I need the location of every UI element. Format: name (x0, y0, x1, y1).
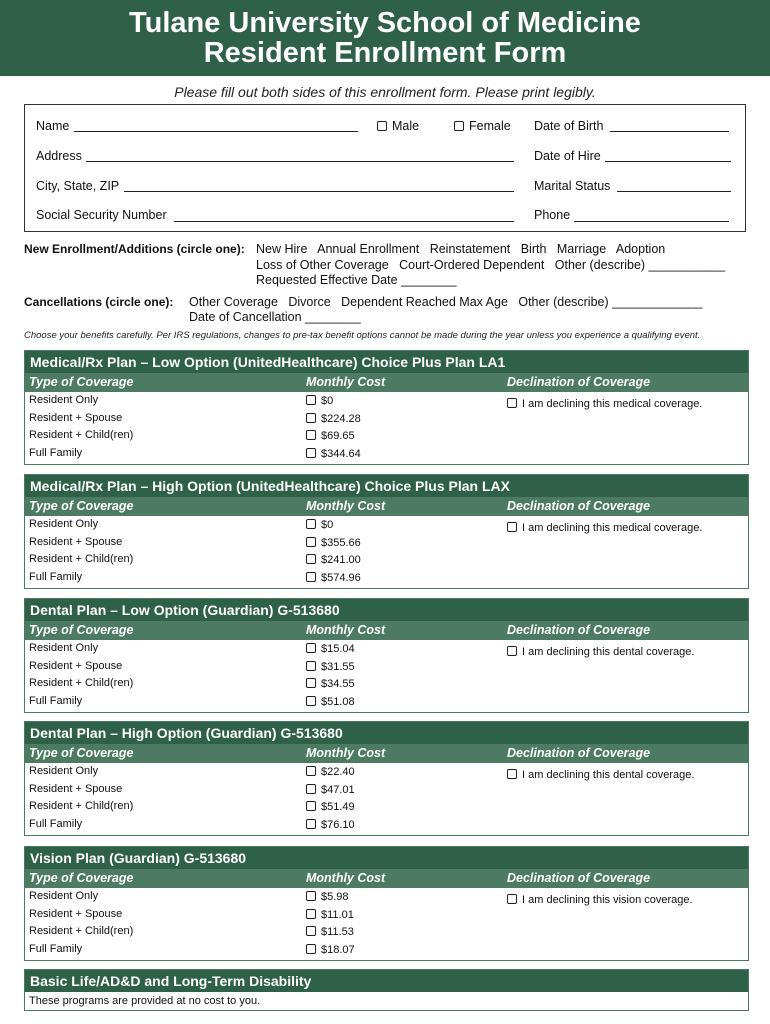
cost-option[interactable] (306, 784, 355, 796)
decline-checkbox[interactable] (507, 769, 517, 779)
phone-label: Phone (534, 208, 571, 222)
monthly-cost-header: Monthly Cost (306, 375, 386, 389)
cost-checkbox[interactable] (306, 891, 316, 901)
declination-header: Declination of Coverage (507, 623, 651, 637)
cost-value: $355.66 (321, 537, 361, 549)
cost-checkbox[interactable] (306, 926, 316, 936)
coverage-type: Resident Only (29, 765, 99, 777)
plan-section (24, 846, 749, 961)
decline-checkbox[interactable] (507, 894, 517, 904)
cost-checkbox[interactable] (306, 430, 316, 440)
basic-life-section (24, 969, 749, 1011)
cost-value: $51.49 (321, 801, 355, 813)
coverage-type: Resident + Spouse (29, 660, 123, 672)
cost-checkbox[interactable] (306, 413, 316, 423)
type-of-coverage-header: Type of Coverage (29, 499, 134, 513)
cost-option[interactable] (306, 801, 355, 813)
phone-field[interactable] (574, 221, 729, 222)
cost-option[interactable] (306, 766, 355, 778)
effective-date[interactable]: Requested Effective Date ________ (256, 273, 457, 287)
cost-checkbox[interactable] (306, 801, 316, 811)
cost-checkbox[interactable] (306, 554, 316, 564)
dob-field[interactable] (610, 131, 729, 132)
coverage-type: Resident + Spouse (29, 908, 123, 920)
address-label: Address (36, 149, 82, 163)
cost-option[interactable] (306, 661, 355, 673)
basic-life-title: Basic Life/AD&D and Long-Term Disability (25, 970, 748, 992)
coverage-type: Full Family (29, 695, 83, 707)
name-field[interactable] (74, 131, 358, 132)
cost-option[interactable] (306, 430, 355, 442)
plan-section (24, 474, 749, 589)
plan-title: Vision Plan (Guardian) G-513680 (25, 847, 748, 869)
decline-checkbox[interactable] (507, 646, 517, 656)
cost-value: $574.96 (321, 572, 361, 584)
cost-checkbox[interactable] (306, 784, 316, 794)
decline-option[interactable] (507, 522, 702, 534)
decline-label: I am declining this medical coverage. (522, 398, 703, 410)
plan-title: Dental Plan – High Option (Guardian) G-513680 (25, 722, 748, 744)
coverage-type: Resident + Child(ren) (29, 429, 134, 441)
decline-option[interactable] (507, 894, 693, 906)
coverage-type: Resident Only (29, 394, 99, 406)
cost-value: $0 (321, 519, 334, 531)
coverage-type: Resident + Child(ren) (29, 800, 134, 812)
cost-checkbox[interactable] (306, 661, 316, 671)
declination-header: Declination of Coverage (507, 871, 651, 885)
plan-column-header (25, 373, 748, 392)
ssn-field[interactable] (174, 221, 514, 222)
coverage-type: Resident + Spouse (29, 412, 123, 424)
cost-checkbox[interactable] (306, 395, 316, 405)
cost-checkbox[interactable] (306, 519, 316, 529)
cost-checkbox[interactable] (306, 678, 316, 688)
coverage-type: Resident Only (29, 642, 99, 654)
type-of-coverage-header: Type of Coverage (29, 375, 134, 389)
cost-value: $31.55 (321, 661, 355, 673)
plan-body (25, 640, 748, 712)
decline-checkbox[interactable] (507, 522, 517, 532)
cost-value: $11.01 (321, 909, 354, 921)
hire-date-field[interactable] (605, 161, 731, 162)
cancellation-options[interactable]: Other Coverage Divorce Dependent Reached Max Age Other (describe) _____________ (189, 295, 703, 309)
cost-checkbox[interactable] (306, 448, 316, 458)
decline-label: I am declining this medical coverage. (522, 522, 703, 534)
city-state-zip-field[interactable] (124, 191, 514, 192)
cost-checkbox[interactable] (306, 572, 316, 582)
cost-checkbox[interactable] (306, 819, 316, 829)
plan-body (25, 763, 748, 835)
cost-value: $241.00 (321, 554, 361, 566)
name-label: Name (36, 119, 70, 133)
cost-value: $22.40 (321, 766, 355, 778)
decline-label: I am declining this vision coverage. (522, 894, 693, 906)
plan-body (25, 516, 748, 588)
cost-option[interactable] (306, 944, 355, 956)
cost-option[interactable] (306, 696, 355, 708)
irs-note: Choose your benefits carefully. Per IRS regulations, changes to pre-tax benefit options cannot be made during the year unless you experience a qualifying event. (24, 330, 701, 341)
cost-option[interactable] (306, 572, 361, 584)
declination-header: Declination of Coverage (507, 746, 651, 760)
male-option[interactable] (377, 119, 419, 133)
declination-header: Declination of Coverage (507, 499, 651, 513)
cost-value: $34.55 (321, 678, 355, 690)
plan-section (24, 721, 749, 836)
cost-value: $69.65 (321, 430, 355, 442)
coverage-type: Resident + Spouse (29, 536, 123, 548)
plan-column-header (25, 497, 748, 516)
marital-status-label: Marital Status (534, 179, 611, 193)
declination-header: Declination of Coverage (507, 375, 651, 389)
cost-checkbox[interactable] (306, 944, 316, 954)
cost-option[interactable] (306, 678, 355, 690)
plan-title: Medical/Rx Plan – High Option (UnitedHealthcare) Choice Plus Plan LAX (25, 475, 748, 497)
cost-option[interactable] (306, 413, 361, 425)
monthly-cost-header: Monthly Cost (306, 746, 386, 760)
instructions: Please fill out both sides of this enrollment form. Please print legibly. (174, 84, 596, 100)
cost-checkbox[interactable] (306, 643, 316, 653)
form-header (0, 0, 770, 76)
female-option[interactable] (454, 119, 511, 133)
cost-option[interactable] (306, 926, 354, 938)
decline-checkbox[interactable] (507, 398, 517, 408)
coverage-type: Resident + Spouse (29, 783, 123, 795)
form-subtitle-title: Resident Enrollment Form (203, 37, 567, 69)
cancellation-date[interactable]: Date of Cancellation ________ (189, 310, 361, 324)
monthly-cost-header: Monthly Cost (306, 499, 386, 513)
cost-option[interactable] (306, 519, 333, 531)
female-checkbox[interactable] (454, 121, 464, 131)
cost-value: $344.64 (321, 448, 361, 460)
cost-checkbox[interactable] (306, 696, 316, 706)
plan-title: Dental Plan – Low Option (Guardian) G-513680 (25, 599, 748, 621)
cost-value: $18.07 (321, 944, 355, 956)
cost-checkbox[interactable] (306, 766, 316, 776)
address-field[interactable] (86, 161, 514, 162)
basic-life-text: These programs are provided at no cost to you. (29, 995, 261, 1007)
cost-value: $224.28 (321, 413, 361, 425)
cost-option[interactable] (306, 909, 354, 921)
cancellations-label: Cancellations (circle one): (24, 295, 174, 309)
coverage-type: Resident + Child(ren) (29, 677, 134, 689)
coverage-type: Resident + Child(ren) (29, 553, 134, 565)
cost-checkbox[interactable] (306, 537, 316, 547)
coverage-type: Full Family (29, 447, 83, 459)
type-of-coverage-header: Type of Coverage (29, 623, 134, 637)
cost-value: $15.04 (321, 643, 355, 655)
plan-body (25, 392, 748, 464)
cost-option[interactable] (306, 643, 355, 655)
male-label: Male (392, 119, 420, 133)
cost-value: $5.98 (321, 891, 349, 903)
personal-info-box (24, 104, 746, 232)
enrollment-options-1[interactable]: New Hire Annual Enrollment Reinstatement Birth Marriage Adoption (256, 242, 666, 256)
decline-option[interactable] (507, 646, 694, 658)
decline-label: I am declining this dental coverage. (522, 769, 695, 781)
cost-option[interactable] (306, 395, 333, 407)
ssn-label: Social Security Number (36, 208, 167, 222)
marital-status-field[interactable] (617, 191, 731, 192)
coverage-type: Resident + Child(ren) (29, 925, 134, 937)
decline-option[interactable] (507, 398, 702, 410)
monthly-cost-header: Monthly Cost (306, 623, 386, 637)
cost-value: $76.10 (321, 819, 355, 831)
cost-value: $11.53 (321, 926, 354, 938)
cost-value: $0 (321, 395, 334, 407)
cost-value: $51.08 (321, 696, 355, 708)
dob-label: Date of Birth (534, 119, 604, 133)
enrollment-label: New Enrollment/Additions (circle one): (24, 242, 245, 256)
cost-value: $47.01 (321, 784, 355, 796)
plan-body (25, 888, 748, 960)
plan-column-header (25, 621, 748, 640)
enrollment-options-2[interactable]: Loss of Other Coverage Court-Ordered Dependent Other (describe) ___________ (256, 258, 726, 272)
plan-column-header (25, 744, 748, 763)
plan-section (24, 598, 749, 713)
cost-option[interactable] (306, 537, 361, 549)
type-of-coverage-header: Type of Coverage (29, 871, 134, 885)
plan-column-header (25, 869, 748, 888)
plan-title: Medical/Rx Plan – Low Option (UnitedHealthcare) Choice Plus Plan LA1 (25, 351, 748, 373)
type-of-coverage-header: Type of Coverage (29, 746, 134, 760)
city-state-zip-label: City, State, ZIP (36, 179, 120, 193)
cost-option[interactable] (306, 554, 361, 566)
cost-option[interactable] (306, 819, 355, 831)
plan-section (24, 350, 749, 465)
cost-checkbox[interactable] (306, 909, 316, 919)
hire-date-label: Date of Hire (534, 149, 601, 163)
cost-option[interactable] (306, 448, 361, 460)
decline-label: I am declining this dental coverage. (522, 646, 695, 658)
form-title: Tulane University School of Medicine (129, 7, 641, 39)
cost-option[interactable] (306, 891, 349, 903)
coverage-type: Full Family (29, 943, 83, 955)
monthly-cost-header: Monthly Cost (306, 871, 386, 885)
female-label: Female (469, 119, 511, 133)
coverage-type: Resident Only (29, 518, 99, 530)
decline-option[interactable] (507, 769, 694, 781)
coverage-type: Resident Only (29, 890, 99, 902)
male-checkbox[interactable] (377, 121, 387, 131)
coverage-type: Full Family (29, 818, 83, 830)
coverage-type: Full Family (29, 571, 83, 583)
